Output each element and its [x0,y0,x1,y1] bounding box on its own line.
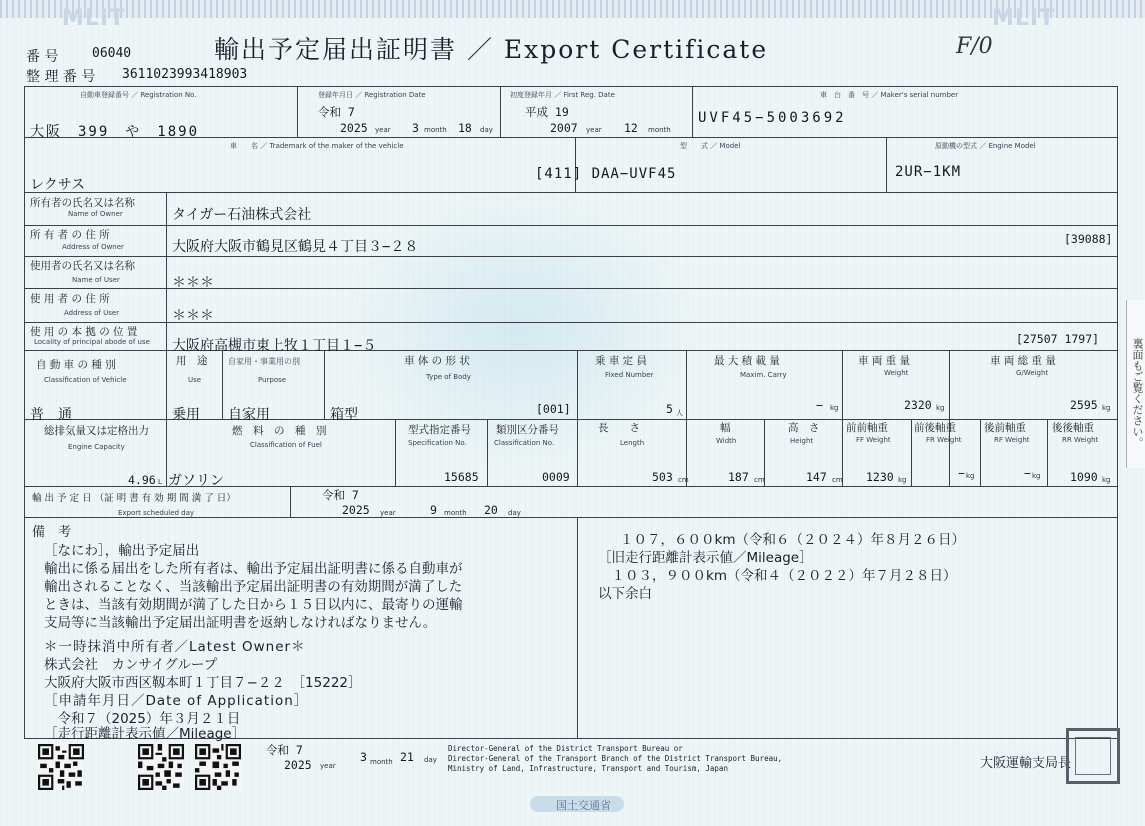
reg-date-label: 登録年月日 ／ Registration Date [318,91,426,99]
max-load-value: − [816,398,823,412]
width-caption: Width [716,437,737,445]
export-era: 令和 7 [322,488,359,502]
year-unit: year [375,126,391,134]
reg-month: 3 [412,121,419,135]
owner-address-code: [39088] [1064,232,1113,246]
weight-label: 車 両 重 量 [858,355,911,367]
user-name-caption: Name of User [72,276,120,284]
length-label: 長 さ [598,422,640,434]
gross-weight-caption: G/Weight [1016,369,1049,377]
capacity-label: 乗 車 定 員 [595,355,648,367]
first-reg-label: 初度登録年月 ／ First Reg. Date [510,91,615,99]
ministry-logo-text: 国土交通省 [556,799,611,812]
first-reg-month: 12 [624,121,638,135]
displacement-caption: Engine Capacity [68,443,125,451]
director-line: Ministry of Land, Infrastructure, Transport and Tourism, Japan [448,764,728,773]
first-reg-era: 平成 19 [525,105,569,119]
owner-address-caption: Address of Owner [62,243,124,251]
issue-day-unit: day [424,756,437,764]
maker-value: レクサス [30,177,86,193]
body-caption: Type of Body [426,373,471,381]
fuel-label: 燃 料 の 種 別 [232,425,327,437]
maker-label: 車 名 ／ Trademark of the maker of the vehicle [230,142,404,150]
class-no-value: 0009 [542,470,570,484]
gross-weight-value: 2595 [1070,398,1098,412]
height-caption: Height [790,437,814,445]
purpose-caption: Purpose [258,376,287,384]
rr-weight-label: 後後軸重 [1052,422,1094,434]
issue-month: 3 [360,750,367,764]
capacity-caption: Fixed Number [605,371,654,379]
director-title [448,744,782,774]
ff-weight-value: 1230 [866,470,894,484]
registration-number: 大阪 399 や 1890 [30,124,200,140]
rf-weight-label: 後前軸重 [984,422,1026,434]
official-seal-icon [1066,728,1120,784]
mlit-logo-right: MLIT [992,6,1056,31]
issue-year: 2025 [284,758,312,772]
width-label: 幅 [720,422,731,434]
length-value: 503 [652,470,673,484]
export-date-label: 輸 出 予 定 日 （証 明 書 有 効 期 間 満 了 日） [32,493,236,504]
first-month-unit: month [648,126,671,134]
first-reg-year: 2007 [550,121,578,135]
remarks-line: ［走行距離計表示値／Mileage］ [44,726,246,742]
user-name: ＊＊＊ [172,275,214,291]
engine-value: 2UR−1KM [895,164,962,180]
vehicle-kind: 普 通 [30,407,72,423]
export-day-unit: day [508,509,521,517]
max-load-caption: Maxim. Carry [740,371,787,379]
user-name-label: 使用者の氏名又は名称 [30,260,135,272]
spec-no-caption: Specification No. [408,439,467,447]
month-unit: month [424,126,447,134]
class-no-label: 類別区分番号 [496,424,559,436]
serial-label: 車 台 番 号 ／ Maker's serial number [820,91,959,99]
export-month: 9 [430,503,437,517]
issuer-name: 大阪運輸支局長 [980,756,1072,771]
export-year: 2025 [342,503,370,517]
purpose-value: 自家用 [228,407,270,423]
issue-era: 令和 7 [266,743,303,757]
first-year-unit: year [586,126,602,134]
export-date-caption: Export scheduled day [118,509,195,517]
height-unit: cm [832,476,843,484]
serial-number: UVF45−5003692 [698,110,847,126]
capacity-unit: 人 [676,409,683,417]
remarks-line: ［なにわ］，輸出予定届出 [44,543,200,559]
owner-address-label: 所 有 者 の 住 所 [30,229,110,241]
issue-month-unit: month [370,758,393,766]
location-code: [27507 1797] [1016,332,1100,346]
location-value: 大阪府高槻市東上牧１丁目１−５ [172,338,377,354]
vehicle-kind-caption: Classification of Vehicle [44,376,127,384]
ff-weight-caption: FF Weight [856,436,891,444]
gross-weight-unit: kg [1102,404,1111,412]
reg-day: 18 [458,121,472,135]
spec-no-value: 15685 [444,470,479,484]
body-label: 車 体 の 形 状 [404,355,470,367]
model-label: 型 式 ／ Model [680,142,741,150]
spec-no-label: 型式指定番号 [408,424,471,436]
height-label: 高 さ [788,422,820,434]
ff-weight-label: 前前軸重 [846,422,888,434]
security-band [0,0,1145,18]
remarks-line: 輸出されることなく、当該輸出予定届出証明書の有効期間が満了した [44,579,463,595]
weight-unit: kg [936,404,945,412]
max-load-label: 最 大 積 載 量 [714,355,780,367]
displacement-label: 総排気量又は定格出力 [44,425,149,437]
reference-label: 整 理 番 号 [26,69,96,85]
remarks-line: 株式会社 カンサイグループ [44,657,218,673]
director-line: Director-General of the Transport Branch of the District Transport Bureau, [448,754,783,763]
user-address-caption: Address of User [64,309,120,317]
rr-weight-unit: kg [1102,476,1111,484]
fr-weight-unit: kg [966,472,975,480]
reg-year: 2025 [340,121,368,135]
rf-weight-unit: kg [1032,472,1041,480]
remarks-line: 大阪府大阪市西区靱本町１丁目７−２２ ［15222］ [44,675,362,691]
owner-name-caption: Name of Owner [68,210,123,218]
class-no-caption: Classification No. [494,439,555,447]
mileage-line: １０３，９００km（令和４（２０２２）年７月２８日） [598,568,957,584]
model-value: [411] DAA−UVF45 [535,166,677,182]
mlit-logo-left: MLIT [62,6,126,31]
side-note: 裏面もご覧ください。 [1131,338,1144,448]
mileage-line: 以下余白 [598,586,652,602]
use-caption: Use [188,376,202,384]
body-value: 箱型 [330,407,358,423]
export-month-unit: month [444,509,467,517]
issue-day: 21 [400,750,414,764]
use-label: 用 途 [176,355,208,367]
number-label: 番 号 [26,49,59,65]
fuel-caption: Classification of Fuel [250,441,322,449]
vehicle-kind-label: 自 動 車 の 種 別 [36,359,116,371]
weight-value: 2320 [904,398,932,412]
rr-weight-value: 1090 [1070,470,1098,484]
width-unit: cm [754,476,765,484]
body-code: [001] [536,402,571,416]
rr-weight-caption: RR Weight [1062,436,1099,444]
fr-weight-value: − [958,466,965,480]
certificate-number: 06040 [92,46,132,61]
fr-weight-label: 前後軸重 [914,422,956,434]
handwritten-mark: F/0 [956,34,993,59]
remarks-label: 備 考 [32,525,72,540]
owner-name-label: 所有者の氏名又は名称 [30,197,135,209]
qr-code-icon [138,744,184,790]
owner-name: タイガー石油株式会社 [172,207,312,223]
remarks-line: 輸出に係る届出をした所有者は、輸出予定届出証明書に係る自動車が [44,561,463,577]
max-load-unit: kg [830,404,839,412]
mileage-line: １０７，６００km（令和６（２０２４）年８月２６日） [620,532,965,548]
mileage-line: ［旧走行距離計表示値／Mileage］ [598,550,813,566]
rf-weight-caption: RF Weight [994,436,1030,444]
gross-weight-label: 車 両 総 重 量 [990,355,1056,367]
use-value: 乗用 [172,407,200,423]
length-unit: cm [678,476,689,484]
displacement-value: 4.96 [128,473,156,487]
height-value: 147 [806,470,827,484]
director-line: Director-General of the District Transport Bureau or [448,744,683,753]
user-address-label: 使 用 者 の 住 所 [30,293,110,305]
rf-weight-value: − [1024,466,1031,480]
remarks-line: ［申請年月日／Date of Application］ [44,693,309,709]
purpose-label: 自家用・事業用の別 [228,357,300,366]
length-caption: Length [620,439,645,447]
qr-code-icon [195,744,241,790]
export-day: 20 [484,503,498,517]
owner-address: 大阪府大阪市鶴見区鶴見４丁目３−２８ [172,239,419,255]
remarks-line: ときは、当該有効期間が満了した日から１５日以内に、最寄りの運輸 [44,597,463,613]
location-label: 使 用 の 本 拠 の 位 置 [30,326,138,338]
reg-no-label: 自動車登録番号 ／ Registration No. [80,91,197,99]
page-title: 輸出予定届出証明書 ／ Export Certificate [214,35,769,64]
remarks-line: ＊一時抹消中所有者／Latest Owner＊ [44,639,306,655]
issue-year-unit: year [320,762,336,770]
fuel-value: ガソリン [168,473,224,489]
width-value: 187 [728,470,749,484]
weight-caption: Weight [884,369,909,377]
day-unit: day [480,126,493,134]
displacement-unit: L [158,478,162,486]
remarks-line: 令和７（2025）年３月２１日 [44,711,241,727]
engine-label: 原動機の型式 ／ Engine Model [935,142,1036,150]
capacity-value: 5 [666,402,673,416]
reference-number: 3611023993418903 [122,67,248,82]
qr-code-icon [38,744,84,790]
export-year-unit: year [380,509,396,517]
user-address: ＊＊＊ [172,308,214,324]
ff-weight-unit: kg [898,476,907,484]
location-caption: Locality of principal abode of use [34,338,150,346]
fr-weight-caption: FR Weight [926,436,962,444]
remarks-line: 支局等に当該輸出予定届出証明書を返納しなければなりません。 [44,615,437,631]
reg-era: 令和 7 [318,105,355,119]
